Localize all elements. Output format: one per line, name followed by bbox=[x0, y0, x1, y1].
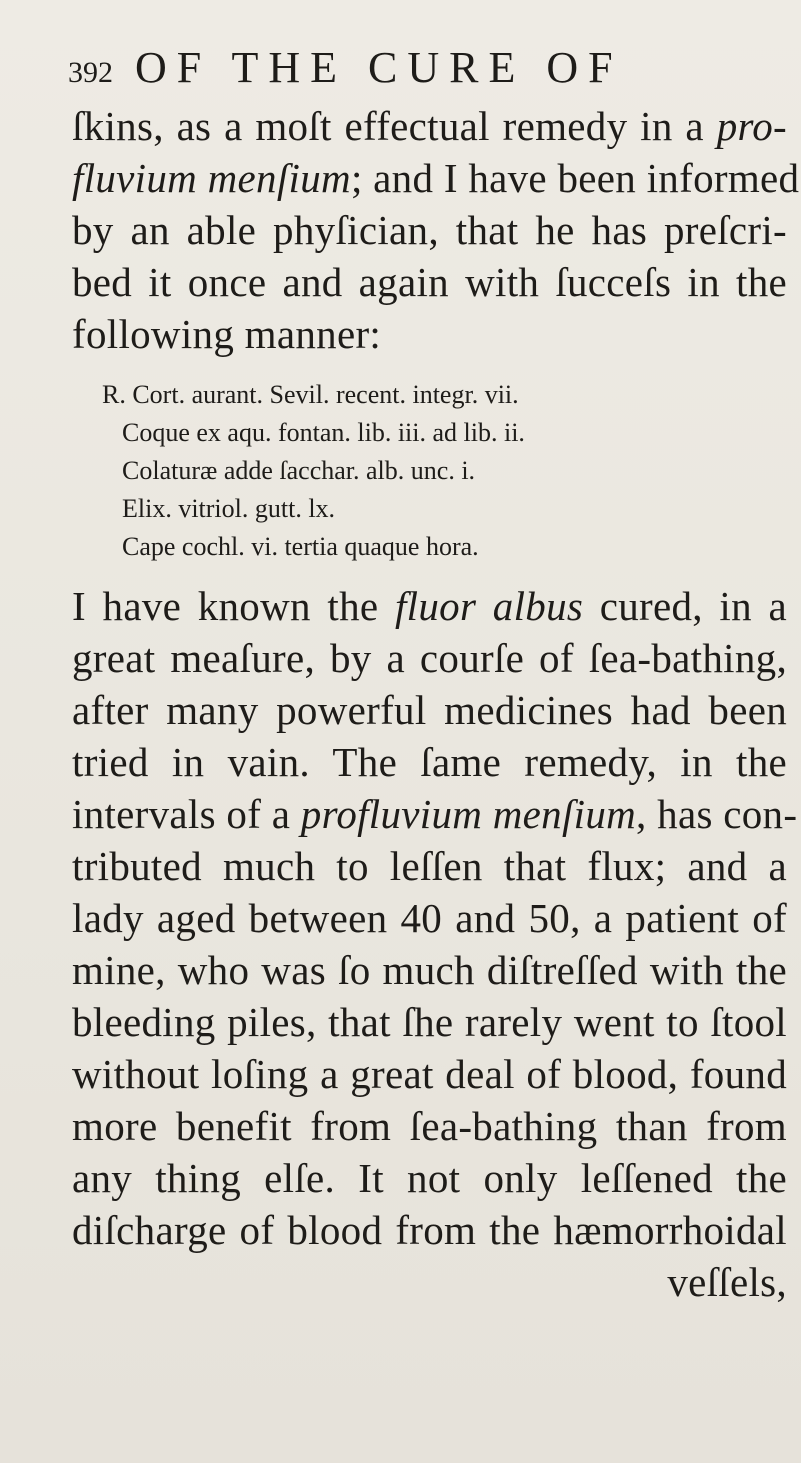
text-line bbox=[72, 100, 787, 152]
text-run: more benefit from ſea-bathing than from bbox=[72, 1103, 787, 1149]
page-header bbox=[68, 42, 768, 100]
text-run: lady aged between 40 and 50, a patient of bbox=[72, 895, 787, 941]
text-run: following manner: bbox=[72, 311, 382, 357]
text-line bbox=[72, 308, 787, 360]
italic-text: fluor albus bbox=[394, 583, 584, 629]
text-run: diſcharge of blood from the hæmorrhoidal bbox=[72, 1207, 787, 1253]
text-run: without loſing a great deal of blood, found bbox=[72, 1051, 787, 1097]
text-line bbox=[72, 684, 787, 736]
text-run: cured, in a bbox=[583, 583, 787, 629]
prescription-line: Cape cochl. vi. tertia quaque hora. bbox=[122, 532, 479, 561]
text-line bbox=[72, 204, 787, 256]
italic-text: pro- bbox=[716, 103, 787, 149]
paragraph-1 bbox=[72, 100, 800, 360]
text-line bbox=[72, 736, 787, 788]
text-run: ſkins, as a moſt effectual remedy in a bbox=[72, 103, 717, 149]
italic-text: profluvium menſium bbox=[300, 791, 637, 837]
text-run: , has con- bbox=[636, 791, 798, 837]
page-number: 392 bbox=[68, 56, 113, 89]
prescription-block bbox=[102, 376, 787, 566]
text-line bbox=[72, 256, 787, 308]
text-line bbox=[72, 1048, 787, 1100]
text-line bbox=[72, 1204, 787, 1256]
prescription-line: Colaturæ adde ſacchar. alb. unc. i. bbox=[122, 456, 476, 485]
text-line bbox=[72, 632, 787, 684]
text-line bbox=[72, 152, 800, 204]
text-run: bleeding piles, that ſhe rarely went to ſtool bbox=[72, 999, 787, 1045]
text-run: tributed much to leſſen that flux; and a bbox=[72, 843, 787, 889]
text-run: great meaſure, by a courſe of ſea-bathing, bbox=[72, 635, 787, 681]
catchword: veſſels, bbox=[667, 1259, 787, 1305]
prescription-line: Elix. vitriol. gutt. lx. bbox=[122, 494, 336, 523]
running-head: OF THE CURE OF bbox=[135, 43, 623, 92]
text-line bbox=[72, 944, 787, 996]
text-line bbox=[72, 840, 787, 892]
prescription-line: R. Cort. aurant. Sevil. recent. integr. vii. bbox=[102, 380, 519, 409]
italic-text: fluvium menſium bbox=[72, 155, 351, 201]
text-run: ; and I have been informed bbox=[350, 155, 800, 201]
text-run: any thing elſe. It not only leſſened the bbox=[72, 1155, 787, 1201]
paragraph-2 bbox=[72, 580, 798, 1256]
text-line bbox=[72, 580, 787, 632]
text-run: intervals of a bbox=[72, 791, 301, 837]
text-run: mine, who was ſo much diſtreſſed with the bbox=[72, 947, 787, 993]
text-run: bed it once and again with ſucceſs in the bbox=[72, 259, 787, 305]
text-line bbox=[72, 1152, 787, 1204]
prescription-line: Coque ex aqu. fontan. lib. iii. ad lib. ii. bbox=[122, 418, 525, 447]
text-run: by an able phyſician, that he has preſcri- bbox=[72, 207, 787, 253]
text-line bbox=[72, 788, 798, 840]
text-line bbox=[72, 996, 787, 1048]
text-run: tried in vain. The ſame remedy, in the bbox=[72, 739, 787, 785]
text-line bbox=[72, 1100, 787, 1152]
text-line bbox=[72, 892, 787, 944]
text-run: I have known the bbox=[72, 583, 395, 629]
page-body bbox=[72, 100, 800, 1308]
text-run: after many powerful medicines had been bbox=[72, 687, 787, 733]
